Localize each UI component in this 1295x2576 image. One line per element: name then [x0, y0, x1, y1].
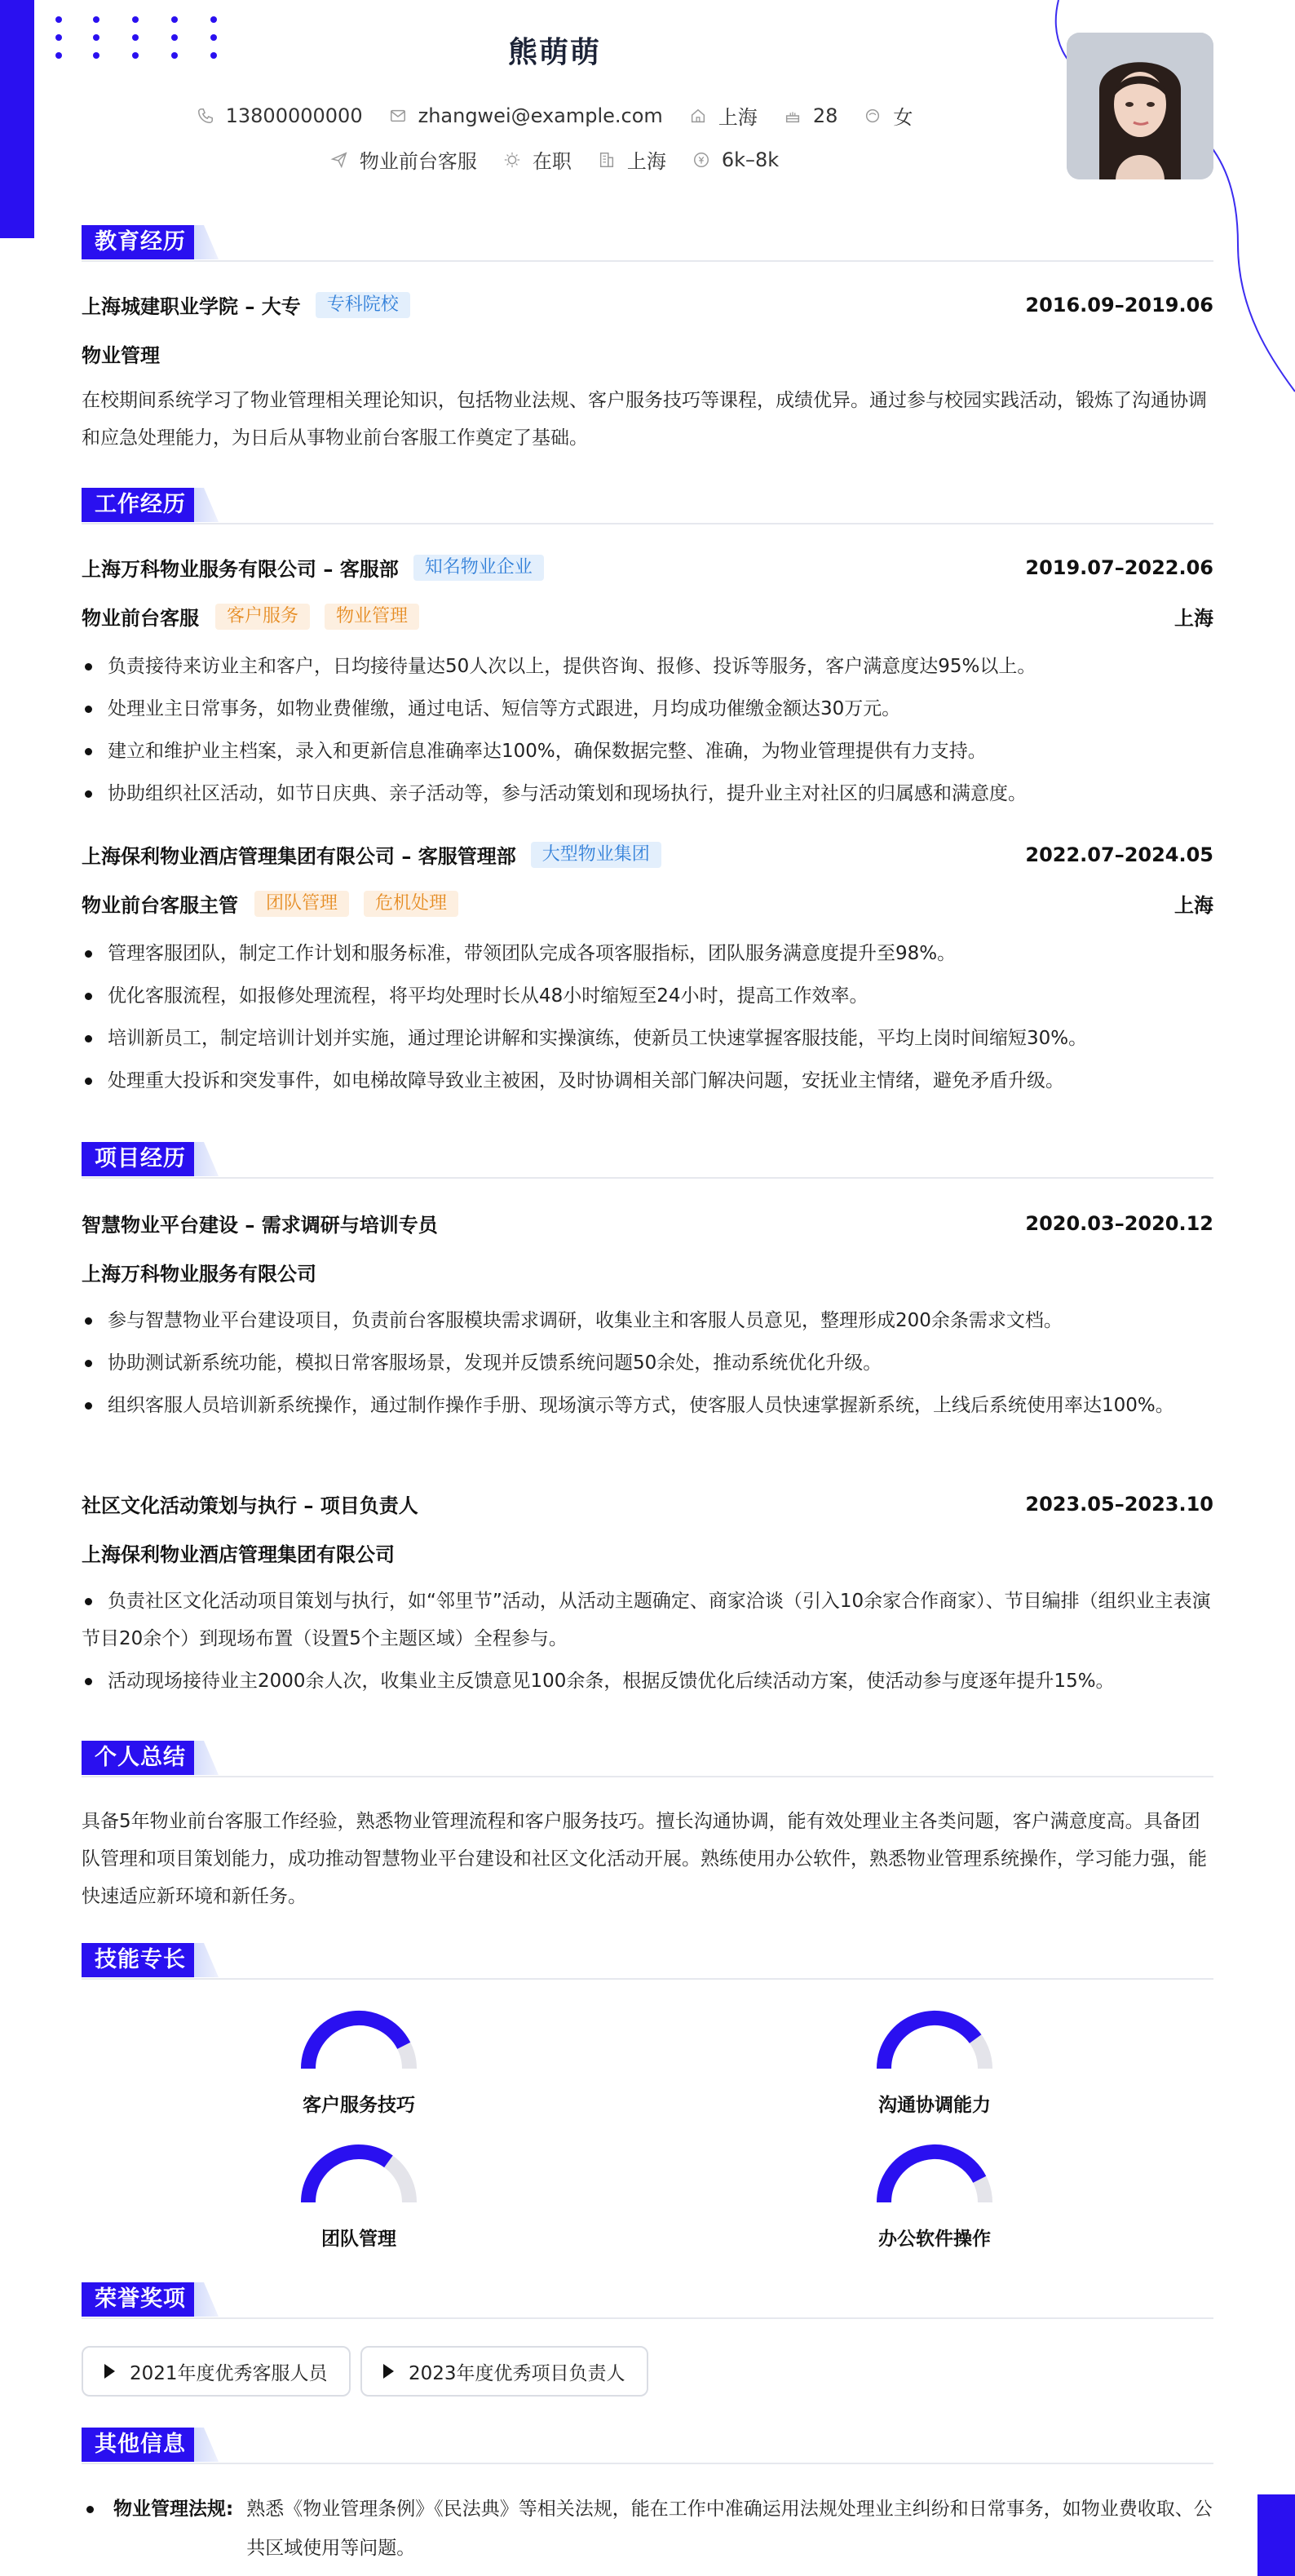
work-date: 2022.07–2024.05	[1025, 843, 1213, 866]
section-title: 工作经历	[82, 488, 199, 522]
age-text: 28	[812, 104, 838, 127]
work-location: 上海	[1174, 607, 1213, 630]
project-bullets	[82, 1582, 1213, 1705]
project-bullets	[82, 1302, 1213, 1429]
city-text: 上海	[626, 150, 666, 173]
work-bullets	[82, 648, 1213, 817]
section-title: 其他信息	[82, 2428, 199, 2462]
skill-gauge	[269, 2002, 449, 2117]
email-text: zhangwei@example.com	[418, 104, 663, 127]
company-badge: 大型物业集团	[531, 842, 661, 868]
skill-gauge	[269, 2136, 449, 2251]
other-value: 熟悉《物业管理条例》《民法典》等相关法规，能在工作中准确运用法规处理业主纠纷和日常事务，如物业费收取、公共区域使用等问题。	[246, 2499, 1213, 2559]
award-chip	[82, 2346, 351, 2397]
list-item: 处理重大投诉和突发事件，如电梯故障导致业主被困，及时协调相关部门解决问题，安抚业主情绪，避免矛盾升级。	[82, 1062, 1213, 1100]
section-divider	[82, 2463, 1213, 2464]
education-major-row	[82, 339, 1213, 368]
play-icon	[104, 2364, 115, 2379]
award-chip	[360, 2346, 648, 2397]
section-divider	[82, 1177, 1213, 1179]
project-org: 上海万科物业服务有限公司	[82, 1263, 316, 1286]
work-header	[82, 840, 1213, 869]
award-text: 2021年度优秀客服人员	[130, 2362, 328, 2384]
age-item	[784, 104, 838, 127]
list-item: 活动现场接待业主2000余人次，收集业主反馈意见100余条，根据反馈优化后续活动方案，使活动参与度逐年提升15%。	[82, 1662, 1213, 1700]
work-position-row	[82, 889, 1213, 918]
gauge-arc	[861, 2136, 1008, 2211]
phone-icon	[197, 107, 214, 125]
company-name: 上海保利物业酒店管理集团有限公司 – 客服管理部	[82, 845, 516, 868]
section-project	[82, 1142, 1213, 1178]
work-header	[82, 553, 1213, 582]
skill-name: 团队管理	[321, 2229, 396, 2250]
section-slant	[194, 225, 219, 259]
section-title: 项目经历	[82, 1142, 199, 1176]
skill-name: 沟通协调能力	[878, 2095, 991, 2116]
position: 物业前台客服主管	[82, 894, 238, 917]
bullet-dot	[86, 2506, 94, 2513]
education-desc: 在校期间系统学习了物业管理相关理论知识，包括物业法规、客户服务技巧等课程，成绩优异。通过参与校园实践活动，锻炼了沟通协调和应急处理能力，为日后从事物业前台客服工作奠定了基础。	[82, 390, 1207, 449]
project-header	[82, 1209, 1213, 1237]
section-title: 荣誉奖项	[82, 2282, 199, 2317]
skill-name: 办公软件操作	[878, 2229, 991, 2250]
section-divider	[82, 1978, 1213, 1980]
section-other	[82, 2428, 1213, 2463]
school-badge: 专科院校	[316, 292, 410, 318]
skill-tag: 危机处理	[364, 891, 458, 917]
list-item: 建立和维护业主档案，录入和更新信息准确率达100%，确保数据完整、准确，为物业管理提供有力支持。	[82, 733, 1213, 770]
project-title: 社区文化活动策划与执行 – 项目负责人	[82, 1494, 418, 1517]
status-icon	[503, 151, 521, 169]
education-header	[82, 290, 1213, 319]
project-title: 智慧物业平台建设 – 需求调研与培训专员	[82, 1214, 438, 1237]
skill-tag: 客户服务	[215, 604, 310, 630]
section-divider	[82, 260, 1213, 262]
list-item: 协助组织社区活动，如节日庆典、亲子活动等，参与活动策划和现场执行，提升业主对社区的归属感和满意度。	[82, 775, 1213, 812]
project-org-row	[82, 1258, 1213, 1286]
major: 物业管理	[82, 344, 160, 367]
project-date: 2020.03–2020.12	[1025, 1211, 1213, 1235]
list-item: 管理客服团队，制定工作计划和服务标准，带领团队完成各项客服指标，团队服务满意度提升至98%。	[82, 935, 1213, 972]
gauge-arc	[861, 2002, 1008, 2077]
section-slant	[194, 488, 219, 522]
list-item: 负责社区文化活动项目策划与执行，如“邻里节”活动，从活动主题确定、商家洽谈（引入10余家合作商家）、节目编排（组织业主表演节目20余个）到现场布置（设置5个主题区域）全程参与。	[82, 1582, 1213, 1658]
hometown-item	[689, 101, 758, 130]
work-location: 上海	[1174, 894, 1213, 917]
list-item: 负责接待来访业主和客户，日均接待量达50人次以上，提供咨询、报修、投诉等服务，客户满意度达95%以上。	[82, 648, 1213, 685]
education-date: 2016.09–2019.06	[1025, 293, 1213, 316]
project-header	[82, 1489, 1213, 1518]
section-awards	[82, 2282, 1213, 2318]
status-item	[503, 145, 572, 174]
work-date: 2019.07–2022.06	[1025, 555, 1213, 579]
mail-icon	[389, 107, 407, 125]
paper-plane-icon	[330, 151, 348, 169]
project-date: 2023.05–2023.10	[1025, 1492, 1213, 1516]
avatar	[1067, 33, 1213, 179]
section-title: 技能专长	[82, 1943, 199, 1977]
gender-item	[864, 101, 913, 130]
skill-name: 客户服务技巧	[303, 2095, 415, 2116]
contact-row	[0, 101, 1109, 130]
section-slant	[194, 1943, 219, 1977]
list-item: 协助测试新系统功能，模拟日常客服场景，发现并反馈系统问题50余处，推动系统优化升级。	[82, 1344, 1213, 1382]
section-divider	[82, 1776, 1213, 1777]
project-org-row	[82, 1538, 1213, 1567]
section-slant	[194, 1741, 219, 1775]
gauge-arc	[285, 2136, 432, 2211]
money-icon	[692, 151, 710, 169]
section-work	[82, 488, 1213, 524]
building-icon	[598, 151, 616, 169]
work-bullets	[82, 935, 1213, 1104]
other-key: 物业管理法规:	[113, 2499, 234, 2520]
section-title: 个人总结	[82, 1741, 199, 1775]
section-skills	[82, 1943, 1213, 1979]
section-divider	[82, 523, 1213, 524]
salary-text: 6k–8k	[721, 148, 780, 171]
list-item: 组织客服人员培训新系统操作，通过制作操作手册、现场演示等方式，使客服人员快速掌握新系统，上线后系统使用率达100%。	[82, 1387, 1213, 1424]
school-name: 上海城建职业学院 – 大专	[82, 295, 301, 318]
section-slant	[194, 2282, 219, 2317]
skill-tag: 物业管理	[325, 604, 419, 630]
company-badge: 知名物业企业	[413, 555, 544, 581]
list-item: 优化客服流程，如报修处理流程，将平均处理时长从48小时缩短至24小时，提高工作效率。	[82, 977, 1213, 1015]
job-target-item	[330, 145, 477, 174]
gender-text: 女	[893, 106, 913, 129]
skill-gauge	[845, 2136, 1024, 2251]
phone-item	[197, 104, 363, 127]
company-name: 上海万科物业服务有限公司 – 客服部	[82, 558, 399, 581]
section-slant	[194, 1142, 219, 1176]
project-org: 上海保利物业酒店管理集团有限公司	[82, 1543, 395, 1566]
list-item: 参与智慧物业平台建设项目，负责前台客服模块需求调研，收集业主和客服人员意见，整理形成200余条需求文档。	[82, 1302, 1213, 1339]
section-summary	[82, 1741, 1213, 1777]
skill-tag: 团队管理	[254, 891, 349, 917]
section-education	[82, 225, 1213, 261]
award-text: 2023年度优秀项目负责人	[409, 2362, 625, 2384]
email-item	[389, 104, 663, 127]
resume-name: 熊萌萌	[507, 36, 601, 69]
list-item: 培训新员工，制定培训计划并实施，通过理论讲解和实操演练，使新员工快速掌握客服技能，平均上岗时间缩短30%。	[82, 1020, 1213, 1057]
section-title: 教育经历	[82, 225, 199, 259]
summary-text: 具备5年物业前台客服工作经验，熟悉物业管理流程和客户服务技巧。擅长沟通协调，能有效处理业主各类问题，客户满意度高。具备团队管理和项目策划能力，成功推动智慧物业平台建设和社区文化活动开展。熟练使用办公软件，熟悉物业管理系统操作，学习能力强，能快速适应新环境和新任务。	[82, 1811, 1207, 1907]
position: 物业前台客服	[82, 607, 199, 630]
gauge-arc	[285, 2002, 432, 2077]
home-icon	[689, 107, 707, 125]
phone-text: 13800000000	[225, 104, 363, 127]
job-intent-row	[0, 145, 1109, 174]
other-item	[82, 2490, 1213, 2568]
cake-icon	[784, 107, 802, 125]
status-text: 在职	[532, 150, 572, 173]
section-divider	[82, 2317, 1213, 2319]
work-position-row	[82, 602, 1213, 631]
play-icon	[383, 2364, 394, 2379]
job-target-text: 物业前台客服	[359, 150, 477, 173]
gender-icon	[864, 107, 882, 125]
hometown-text: 上海	[718, 106, 758, 129]
decor-bottom-right-bar	[1257, 2494, 1295, 2576]
salary-item	[692, 148, 779, 171]
section-slant	[194, 2428, 219, 2462]
list-item: 处理业主日常事务，如物业费催缴，通过电话、短信等方式跟进，月均成功催缴金额达30万元。	[82, 690, 1213, 728]
city-item	[598, 145, 666, 174]
skill-gauge	[845, 2002, 1024, 2117]
